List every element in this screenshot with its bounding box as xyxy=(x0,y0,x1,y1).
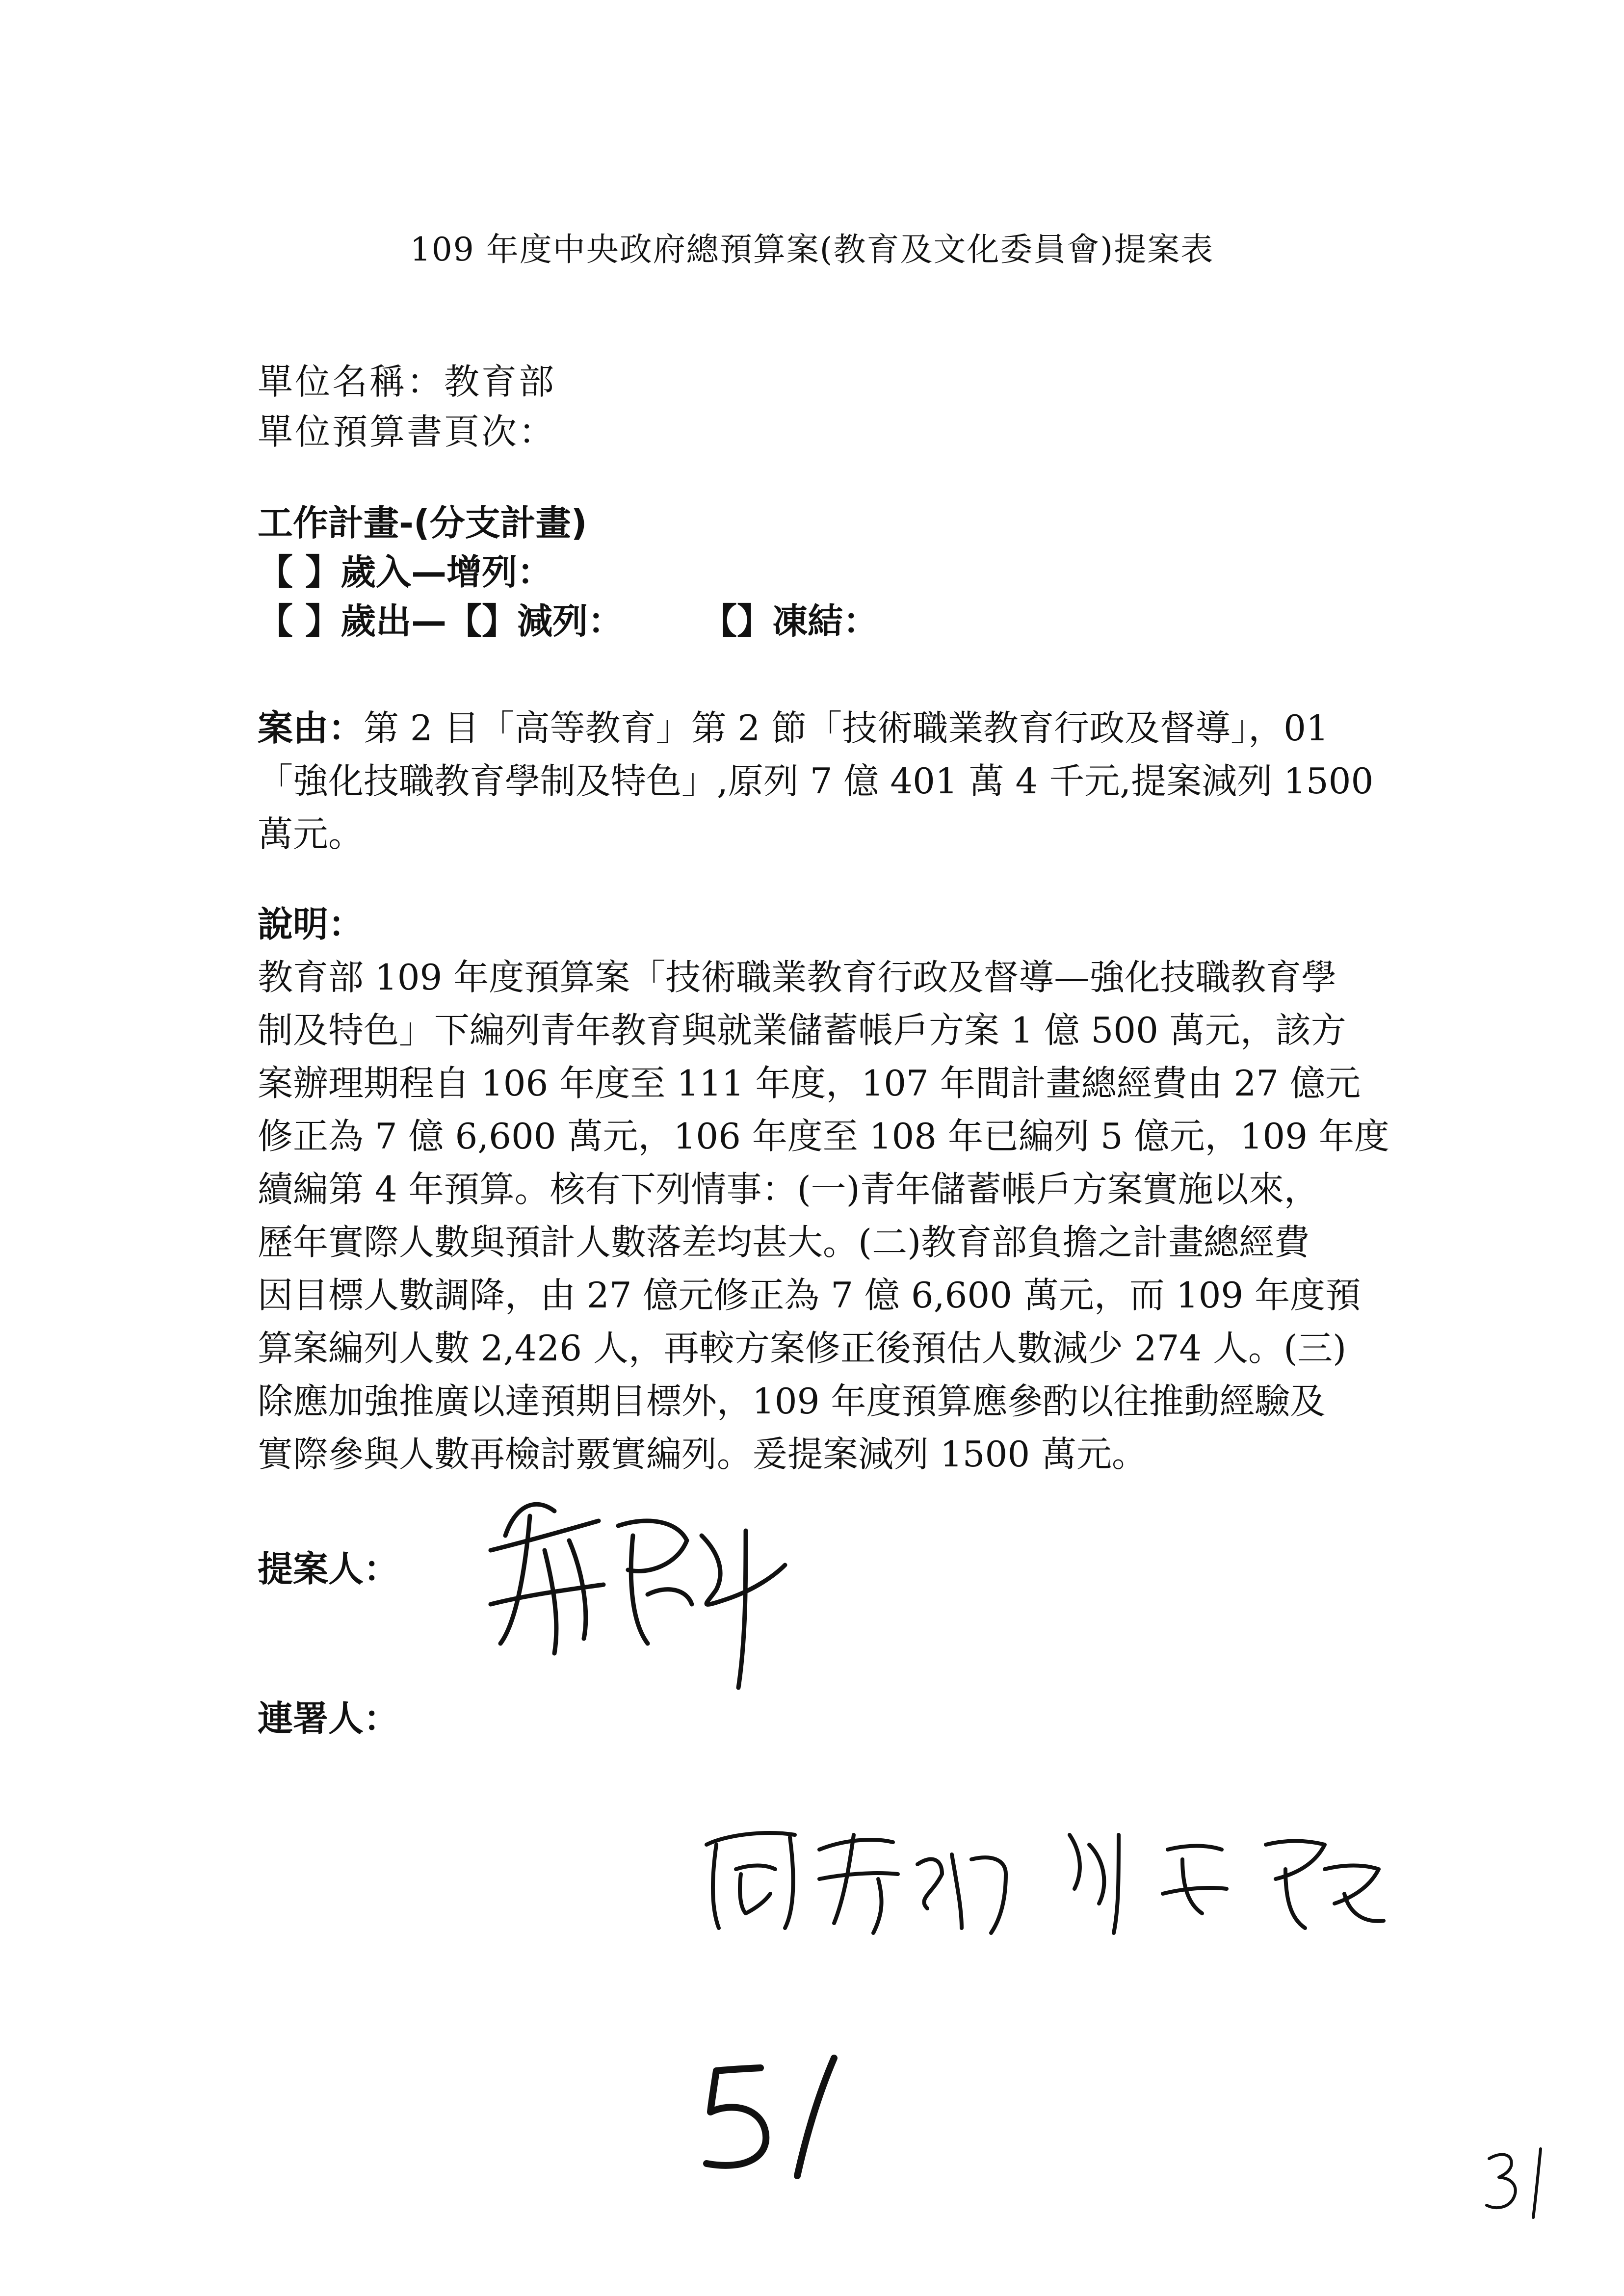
freeze-label: 【】凍結： xyxy=(702,600,879,642)
proposer-label: 提案人： xyxy=(258,1548,399,1590)
case-line: 萬元。 xyxy=(258,813,364,855)
case-line: 「強化技職教育學制及特色」,原列 7 億 401 萬 4 千元,提案減列 1500 xyxy=(258,760,1374,802)
explanation-line: 因目標人數調降，由 27 億元修正為 7 億 6,600 萬元，而 109 年度預 xyxy=(258,1275,1361,1316)
explanation-line: 歷年實際人數與預計人數落差均甚大。(二)教育部負擔之計畫總經費 xyxy=(258,1222,1310,1263)
corner-page-number xyxy=(1479,2139,1577,2222)
explanation-label: 說明： xyxy=(258,904,364,945)
document-title: 109 年度中央政府總預算案(教育及文化委員會)提案表 xyxy=(410,231,1214,268)
explanation-line: 修正為 7 億 6,600 萬元，106 年度至 108 年已編列 5 億元，109 年度 xyxy=(258,1116,1389,1157)
explanation-section xyxy=(258,898,1401,1481)
explanation-line: 除應加強推廣以達預期目標外，109 年度預算應參酌以往推動經驗及 xyxy=(258,1381,1326,1422)
unit-name: 單位名稱：教育部 xyxy=(258,361,556,402)
plan-heading: 工作計畫-(分支計畫) xyxy=(258,502,587,544)
explanation-line: 案辦理期程自 106 年度至 111 年度，107 年間計畫總經費由 27 億元 xyxy=(258,1063,1361,1104)
explanation-line: 算案編列人數 2,426 人，再較方案修正後預估人數減少 274 人。(三) xyxy=(258,1328,1347,1369)
revenue-line: 【 】歲入—增列： xyxy=(258,551,553,593)
handwritten-page-number xyxy=(687,2048,854,2191)
cosigner-label: 連署人： xyxy=(258,1698,399,1739)
explanation-line: 制及特色」下編列青年教育與就業儲蓄帳戶方案 1 億 500 萬元，該方 xyxy=(258,1010,1346,1051)
unit-page-ref: 單位預算書頁次： xyxy=(258,411,556,452)
case-section xyxy=(258,702,1401,861)
expense-reduce-label: 【 】歲出—【】減列： xyxy=(258,600,624,642)
case-line: 第 2 目「高等教育」第 2 節「技術職業教育行政及督導」，01 xyxy=(364,707,1329,749)
explanation-line: 教育部 109 年度預算案「技術職業教育行政及督導—強化技職教育學 xyxy=(258,957,1337,998)
explanation-line: 實際參與人數再檢討覈實編列。爰提案減列 1500 萬元。 xyxy=(258,1434,1148,1475)
explanation-line: 續編第 4 年預算。核有下列情事：(一)青年儲蓄帳戶方案實施以來， xyxy=(258,1169,1319,1210)
proposer-signature xyxy=(471,1477,824,1697)
cosigner-signature xyxy=(697,1815,1433,1943)
expense-line xyxy=(258,598,878,645)
case-label: 案由： xyxy=(258,707,364,749)
